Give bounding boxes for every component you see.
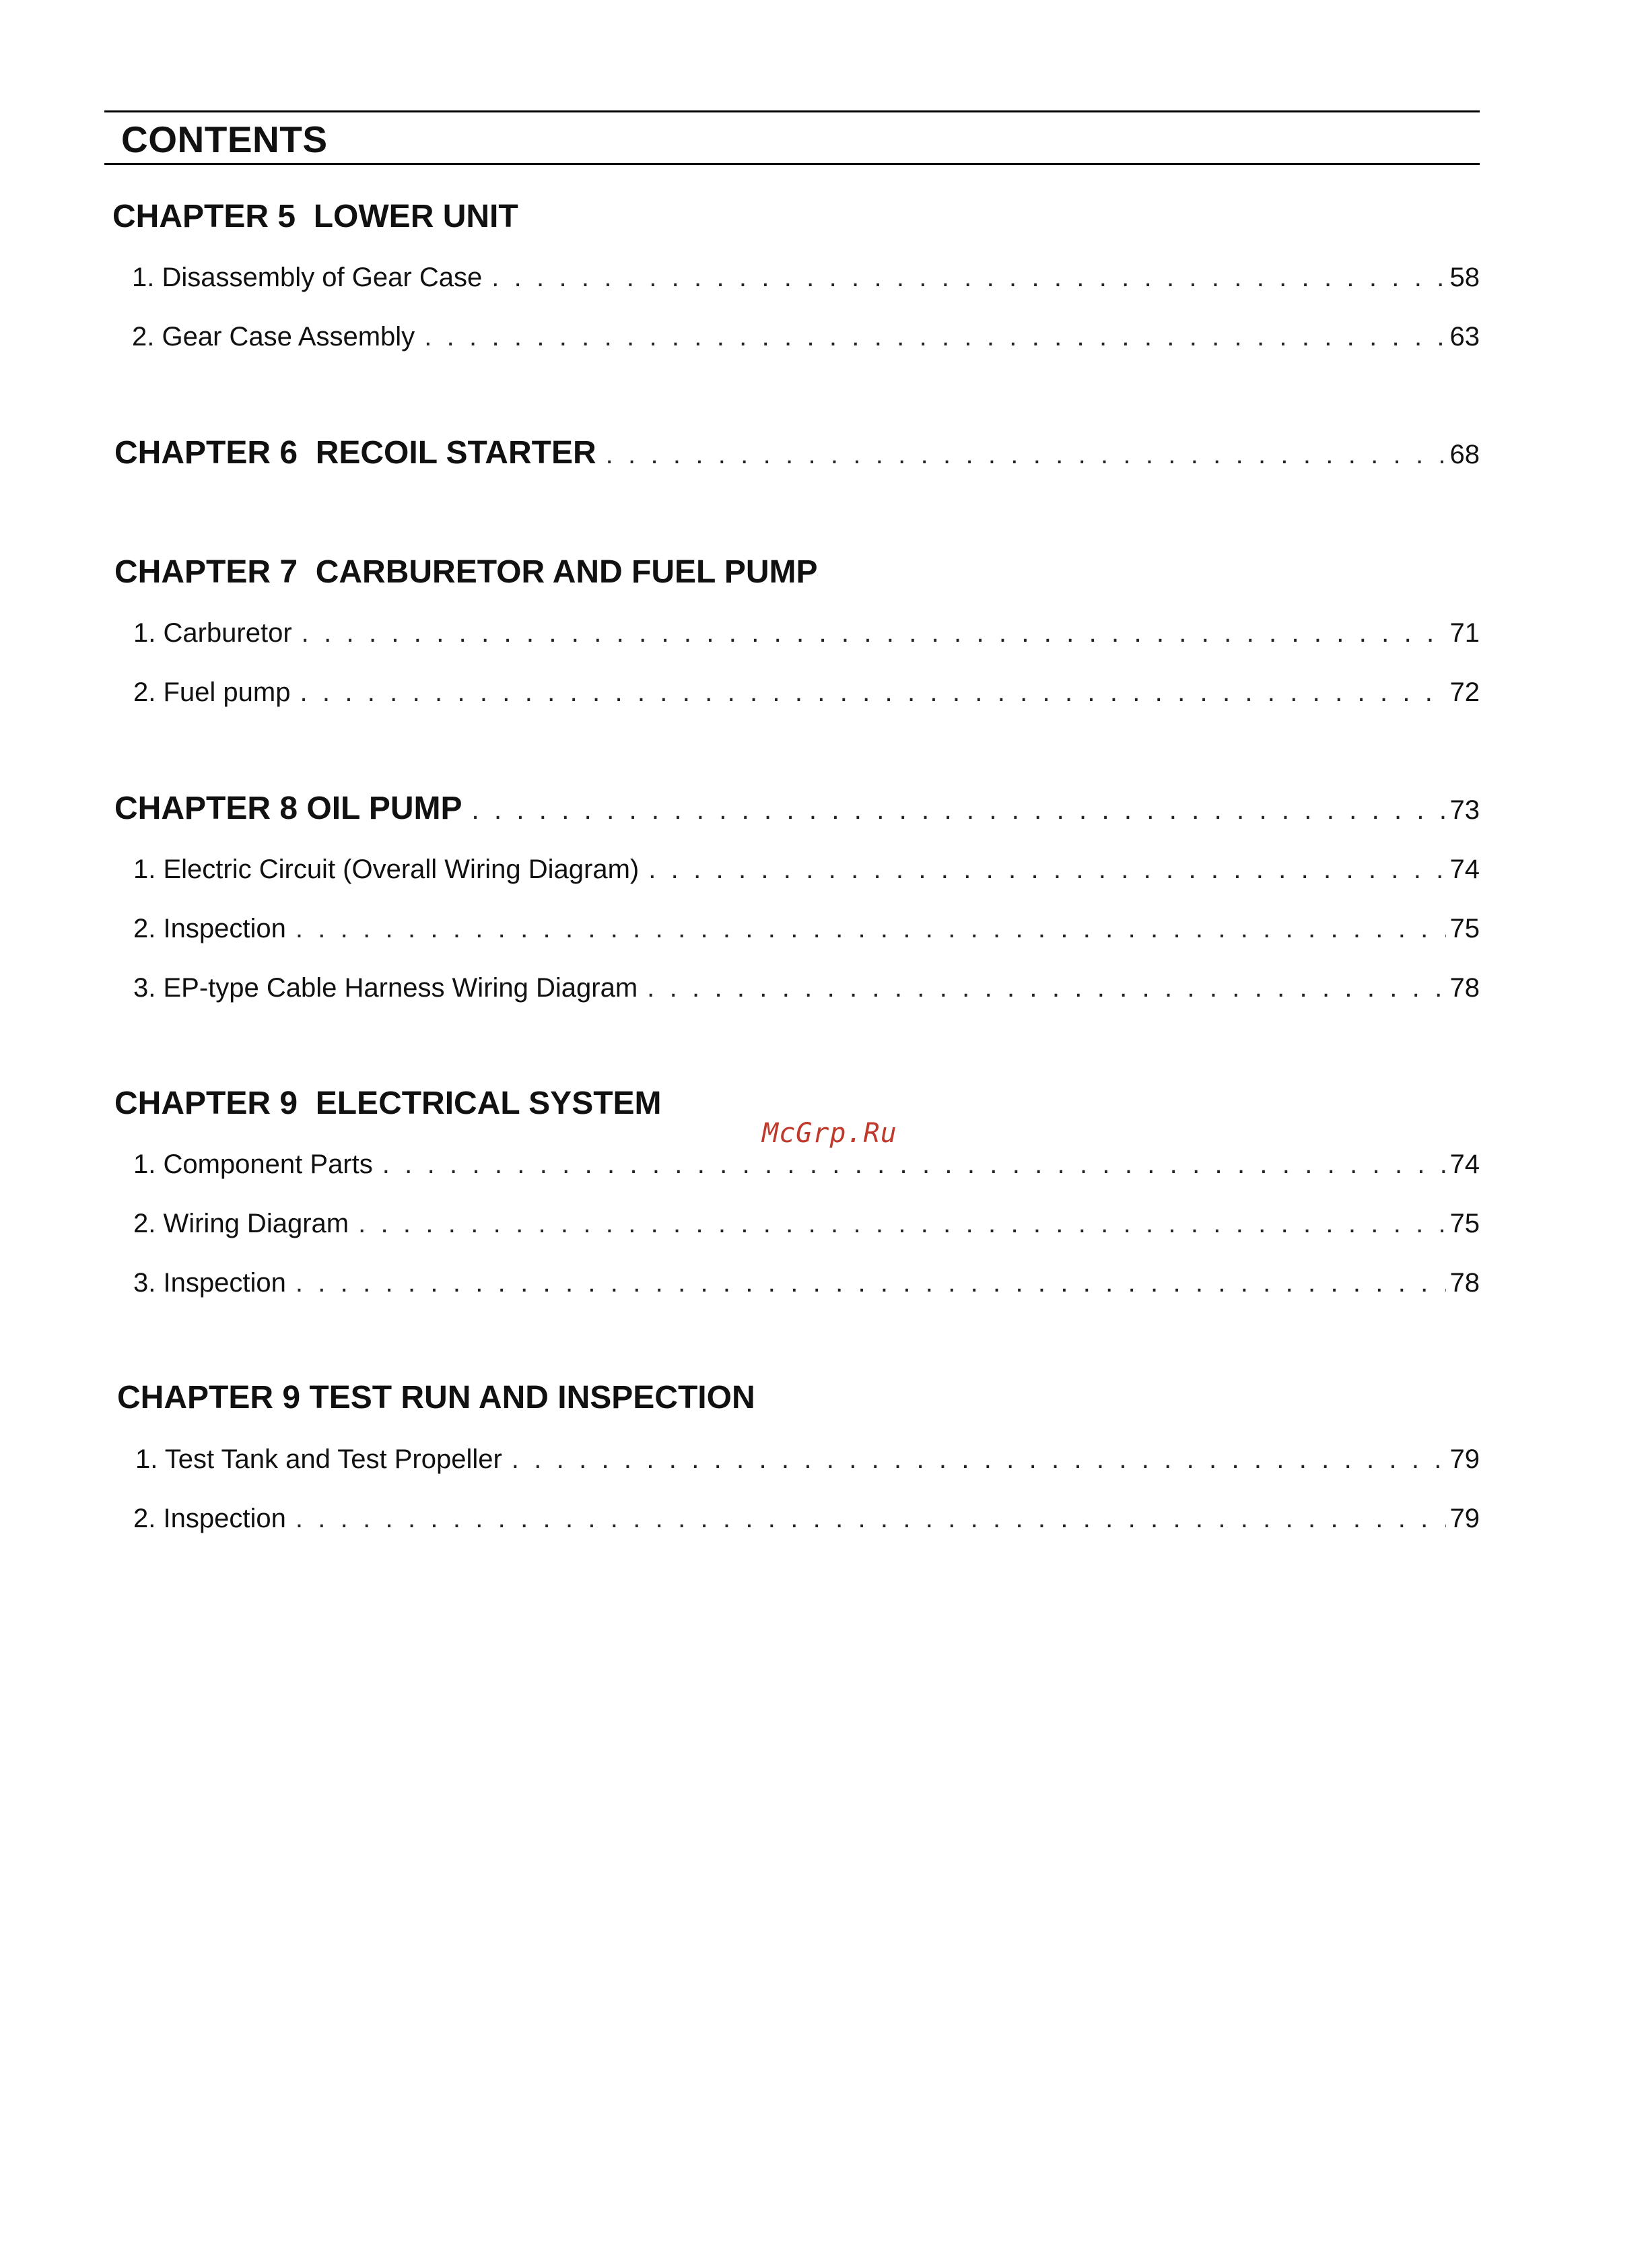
- chapter-6-line[interactable]: [114, 434, 1480, 473]
- watermark: McGrp.Ru: [762, 1118, 897, 1149]
- toc-entry-page: 72: [1449, 677, 1480, 707]
- dot-leader: [648, 852, 1445, 887]
- dot-leader: [606, 435, 1446, 474]
- toc-entry[interactable]: [133, 615, 1480, 651]
- toc-entry[interactable]: [132, 260, 1480, 295]
- toc-entry[interactable]: [133, 911, 1480, 946]
- toc-entry[interactable]: [133, 1501, 1480, 1536]
- toc-entry[interactable]: [133, 1147, 1480, 1182]
- page-title: CONTENTS: [121, 119, 328, 160]
- toc-entry-label: 1. Test Tank and Test Propeller: [135, 1444, 502, 1474]
- dot-leader: [358, 1206, 1445, 1241]
- toc-entry-page: 78: [1449, 1268, 1480, 1298]
- toc-entry-page: 79: [1449, 1504, 1480, 1533]
- chapter-6-heading: CHAPTER 6 RECOIL STARTER: [114, 435, 596, 471]
- toc-entry-label: 1. Carburetor: [133, 618, 292, 648]
- chapter-8-line[interactable]: [114, 789, 1480, 828]
- dot-leader: [296, 911, 1446, 946]
- toc-entry-label: 3. Inspection: [133, 1268, 286, 1298]
- toc-entry-page: 75: [1449, 1209, 1480, 1238]
- toc-entry-label: 2. Wiring Diagram: [133, 1209, 349, 1238]
- toc-entry-page: 75: [1449, 914, 1480, 943]
- toc-entry-label: 2. Fuel pump: [133, 677, 291, 707]
- toc-entry[interactable]: [132, 319, 1480, 354]
- toc-entry-page: 74: [1449, 855, 1480, 884]
- chapter-9-test-run-heading: CHAPTER 9 TEST RUN AND INSPECTION: [117, 1380, 755, 1415]
- dot-leader: [382, 1147, 1446, 1182]
- dot-leader: [472, 791, 1446, 830]
- chapter-9-electrical-heading: CHAPTER 9 ELECTRICAL SYSTEM: [114, 1086, 662, 1121]
- toc-entry[interactable]: [133, 675, 1480, 710]
- chapter-7-heading: CHAPTER 7 CARBURETOR AND FUEL PUMP: [114, 554, 818, 590]
- dot-leader: [296, 1265, 1446, 1300]
- toc-entry-label: 2. Inspection: [133, 914, 286, 943]
- toc-entry-page: 74: [1449, 1149, 1480, 1179]
- dot-leader: [512, 1442, 1446, 1477]
- toc-entry-label: 1. Component Parts: [133, 1149, 373, 1179]
- dot-leader: [296, 1501, 1446, 1536]
- toc-entry-page: 79: [1449, 1444, 1480, 1474]
- chapter-6-page: 68: [1449, 440, 1480, 469]
- toc-entry[interactable]: [133, 1265, 1480, 1300]
- toc-entry-label: 3. EP-type Cable Harness Wiring Diagram: [133, 973, 638, 1003]
- chapter-5-heading: CHAPTER 5 LOWER UNIT: [112, 199, 518, 234]
- toc-entry[interactable]: [133, 852, 1480, 887]
- chapter-8-page: 73: [1449, 795, 1480, 825]
- toc-entry[interactable]: [133, 970, 1480, 1005]
- chapter-8-heading: CHAPTER 8 OIL PUMP: [114, 791, 462, 826]
- toc-entry-label: 1. Electric Circuit (Overall Wiring Diagram): [133, 855, 640, 884]
- dot-leader: [300, 675, 1445, 710]
- dot-leader: [424, 319, 1445, 354]
- toc-entry-label: 2. Gear Case Assembly: [132, 322, 415, 352]
- dot-leader: [491, 260, 1445, 295]
- toc-entry[interactable]: [135, 1442, 1480, 1477]
- toc-entry-page: 58: [1449, 263, 1480, 292]
- toc-entry-page: 63: [1449, 322, 1480, 352]
- toc-entry-page: 71: [1449, 618, 1480, 648]
- title-underline: [104, 163, 1480, 165]
- dot-leader: [647, 970, 1445, 1005]
- toc-entry[interactable]: [133, 1206, 1480, 1241]
- toc-entry-label: 2. Inspection: [133, 1504, 286, 1533]
- toc-entry-label: 1. Disassembly of Gear Case: [132, 263, 483, 292]
- toc-entry-page: 78: [1449, 973, 1480, 1003]
- dot-leader: [302, 615, 1446, 651]
- top-rule: [104, 110, 1480, 112]
